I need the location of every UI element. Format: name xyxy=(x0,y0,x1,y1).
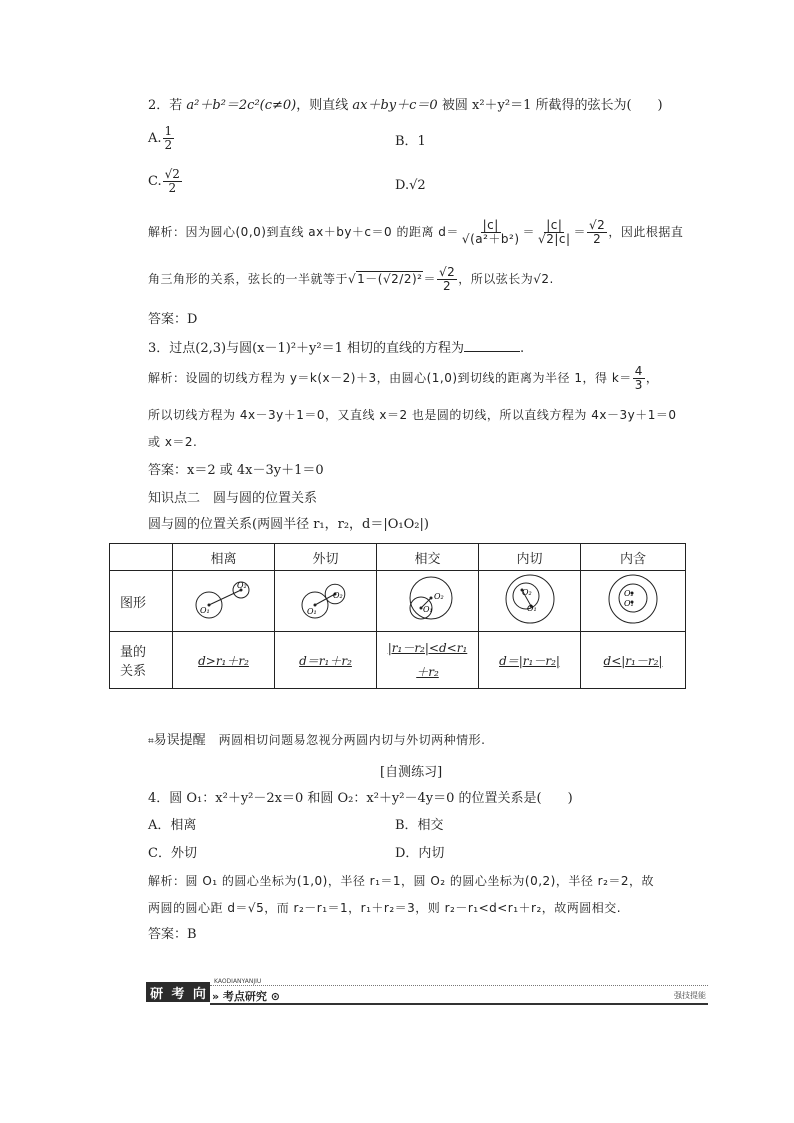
q4-stem: 4．圆 O₁：x²＋y²－2x＝0 和圆 O₂：x²＋y²－4y＝0 的位置关系是( ) xyxy=(148,791,573,806)
solution-text: 解析：设圆的切线方程为 y＝k(x－2)＋3，由圆心(1,0)到切线的距离为半径 1，得 k＝ xyxy=(148,371,632,385)
table-row-diagram xyxy=(110,571,686,632)
center-label: O₁ xyxy=(422,605,433,614)
q4-solution-line2: 两圆的圆心距 d＝√5，而 r₂－r₁＝1，r₁＋r₂＝3，则 r₂－r₁<d<r₁＋r₂，故两圆相交. xyxy=(148,901,622,915)
center-label: O₁ xyxy=(624,599,634,608)
solution-text: ，因此根据直 xyxy=(608,225,684,239)
q2-stem-part: a²＋b²＝2c²(c≠0) xyxy=(186,98,297,113)
q4-option-d[interactable]: D．内切 xyxy=(395,846,445,861)
solution-text: 角三角形的关系，弦长的一半就等于 xyxy=(148,272,349,286)
solution-text: ，所以弦长为√2. xyxy=(458,272,554,286)
tip-line xyxy=(148,731,486,751)
banner-logo xyxy=(146,982,210,1002)
q2-option-c[interactable] xyxy=(148,168,183,195)
relation-cell xyxy=(581,632,686,689)
q2-stem-part: ，则直线 xyxy=(296,98,353,113)
q3-solution-line1 xyxy=(148,363,658,393)
fraction xyxy=(163,125,175,152)
contained-circles-diagram xyxy=(588,571,678,627)
diagram-external-tangent xyxy=(275,571,377,632)
row-label xyxy=(110,632,173,689)
numerator: 4 xyxy=(634,364,643,378)
q2-stem-part: 被圆 x²＋y²＝1 所截得的弦长为( ) xyxy=(437,98,663,113)
logo-char: 考 xyxy=(171,986,185,1002)
tip-icon: ⌗ xyxy=(148,736,154,747)
q4-answer: 答案：B xyxy=(148,927,197,942)
table-header-cell xyxy=(110,544,173,571)
banner-divider xyxy=(210,1003,708,1005)
q2-solution-line2: 角三角形的关系，弦长的一半就等于√1－(√2/2)²＝ $\frac{√2}{2}$ ，所以弦长为√2. xyxy=(148,265,554,293)
separate-circles-diagram xyxy=(179,571,269,627)
table-header-cell: 外切 xyxy=(275,544,377,571)
banner-title: » 考点研究 ⊙ xyxy=(212,990,280,1003)
q2-option-a[interactable] xyxy=(148,125,175,152)
option-label: C. xyxy=(148,174,162,189)
denominator: 2 xyxy=(593,232,602,246)
solution-text: ＝ xyxy=(522,225,536,239)
table-header-cell: 内切 xyxy=(479,544,581,571)
denominator: 3 xyxy=(634,378,643,392)
q2-answer: 答案：D xyxy=(148,312,198,327)
option-label: A. xyxy=(148,131,162,146)
diagram-separate xyxy=(173,571,275,632)
numerator: √2 xyxy=(438,265,456,279)
tip-text: 两圆相切问题易忽视分两圆内切与外切两种情形. xyxy=(218,733,486,747)
q3-stem-part: . xyxy=(520,341,525,356)
tip-label: 易误提醒 xyxy=(153,733,206,748)
fraction xyxy=(587,219,607,246)
q2-option-d[interactable]: D.√2 xyxy=(395,178,426,193)
numerator: √2 xyxy=(589,218,606,232)
q4-option-a[interactable]: A．相离 xyxy=(148,818,197,833)
denominator: 2 xyxy=(164,138,173,152)
relation-formula: d＝|r₁－r₂| xyxy=(499,653,560,668)
center-label: O₁ xyxy=(306,607,317,616)
solution-text: ， xyxy=(645,371,659,385)
center-label: O₂ xyxy=(332,591,343,600)
logo-char: 研 xyxy=(150,986,164,1002)
answer-blank[interactable] xyxy=(464,338,520,352)
solution-text: 解析：因为圆心(0,0)到直线 ax＋by＋c＝0 的距离 d＝ xyxy=(148,225,459,239)
numerator: |c| xyxy=(546,218,563,232)
logo-char: 向 xyxy=(192,986,206,1002)
internal-tangent-diagram xyxy=(485,571,575,627)
center-label: O₁ xyxy=(199,606,210,615)
solution-text: ＝ xyxy=(573,225,587,239)
center-label: O₂ xyxy=(236,581,247,590)
table-row-relation xyxy=(110,632,686,689)
center-label: O₂ xyxy=(433,592,444,601)
relation-cell xyxy=(377,632,479,689)
numerator: |c| xyxy=(482,218,499,232)
radicand: 1－(√2/2)² xyxy=(357,272,423,286)
q2-stem xyxy=(148,97,663,115)
section-banner xyxy=(146,978,708,1004)
relation-cell xyxy=(275,632,377,689)
fraction xyxy=(633,365,645,392)
relation-formula: d＝r₁＋r₂ xyxy=(299,653,352,668)
relation-formula: |r₁－r₂|<d<r₁＋r₂ xyxy=(387,641,468,679)
q2-option-b[interactable]: B．1 xyxy=(395,134,426,149)
q4-solution-line1: 解析：圆 O₁ 的圆心坐标为(1,0)，半径 r₁＝1，圆 O₂ 的圆心坐标为(0,2)，半径 r₂＝2，故 xyxy=(148,874,655,888)
table-header-row xyxy=(110,544,686,571)
q4-option-b[interactable]: B．相交 xyxy=(395,818,444,833)
fraction xyxy=(536,219,572,246)
table-header-cell: 相交 xyxy=(377,544,479,571)
denominator: √(a²＋b²) xyxy=(461,232,520,246)
diagram-internal-tangent xyxy=(479,571,581,632)
table-header-cell: 相离 xyxy=(173,544,275,571)
q3-solution-line3: 或 x＝2. xyxy=(148,435,198,449)
q3-solution-line2: 所以切线方程为 4x－3y＋1＝0，又直线 x＝2 也是圆的切线，所以直线方程为 4x－3y＋1＝0 xyxy=(148,408,677,422)
q3-stem xyxy=(148,338,524,358)
banner-right-label: 强技提能 xyxy=(674,991,706,1000)
q4-option-c[interactable]: C．外切 xyxy=(148,846,197,861)
solution-text: ＝ xyxy=(423,272,436,286)
diagram-contained xyxy=(581,571,686,632)
section-subtitle: 圆与圆的位置关系(两圆半径 r₁，r₂，d＝|O₁O₂|) xyxy=(148,517,429,532)
q2-stem-part: ax＋by＋c＝0 xyxy=(352,98,438,113)
relation-formula: d>r₁＋r₂ xyxy=(198,653,249,668)
fraction xyxy=(163,168,182,195)
banner-pinyin: KAODIANYANJIU xyxy=(214,978,262,985)
circle-relation-table xyxy=(109,543,686,689)
row-label-line: 量的 xyxy=(120,645,147,660)
relation-formula: d<|r₁－r₂| xyxy=(603,653,663,668)
fraction xyxy=(437,266,457,293)
numerator: 1 xyxy=(164,124,173,138)
row-label: 图形 xyxy=(110,571,173,632)
q2-stem-part: 2．若 xyxy=(148,98,187,113)
relation-cell xyxy=(479,632,581,689)
relation-cell xyxy=(173,632,275,689)
q3-stem-part: 3．过点(2,3)与圆(x－1)²＋y²＝1 相切的直线的方程为 xyxy=(148,341,465,356)
external-tangent-diagram xyxy=(281,571,371,627)
intersecting-circles-diagram xyxy=(383,571,473,627)
center-label: O₂ xyxy=(624,589,634,598)
denominator: 2 xyxy=(168,181,177,195)
numerator: √2 xyxy=(164,167,180,181)
denominator: 2 xyxy=(443,279,452,293)
self-test-heading: [自测练习] xyxy=(380,765,443,780)
table-header-cell: 内含 xyxy=(581,544,686,571)
section-title: 知识点二 圆与圆的位置关系 xyxy=(148,491,318,506)
q3-answer: 答案：x＝2 或 4x－3y＋1＝0 xyxy=(148,463,324,478)
center-label: O₁ xyxy=(526,604,537,613)
q2-solution-line1 xyxy=(148,218,683,246)
diagram-intersecting xyxy=(377,571,479,632)
center-label: O₂ xyxy=(521,588,532,597)
banner-dotted-line xyxy=(210,985,708,986)
denominator: √2|c| xyxy=(538,232,571,246)
row-label-line: 关系 xyxy=(120,664,147,679)
fraction xyxy=(460,219,522,246)
